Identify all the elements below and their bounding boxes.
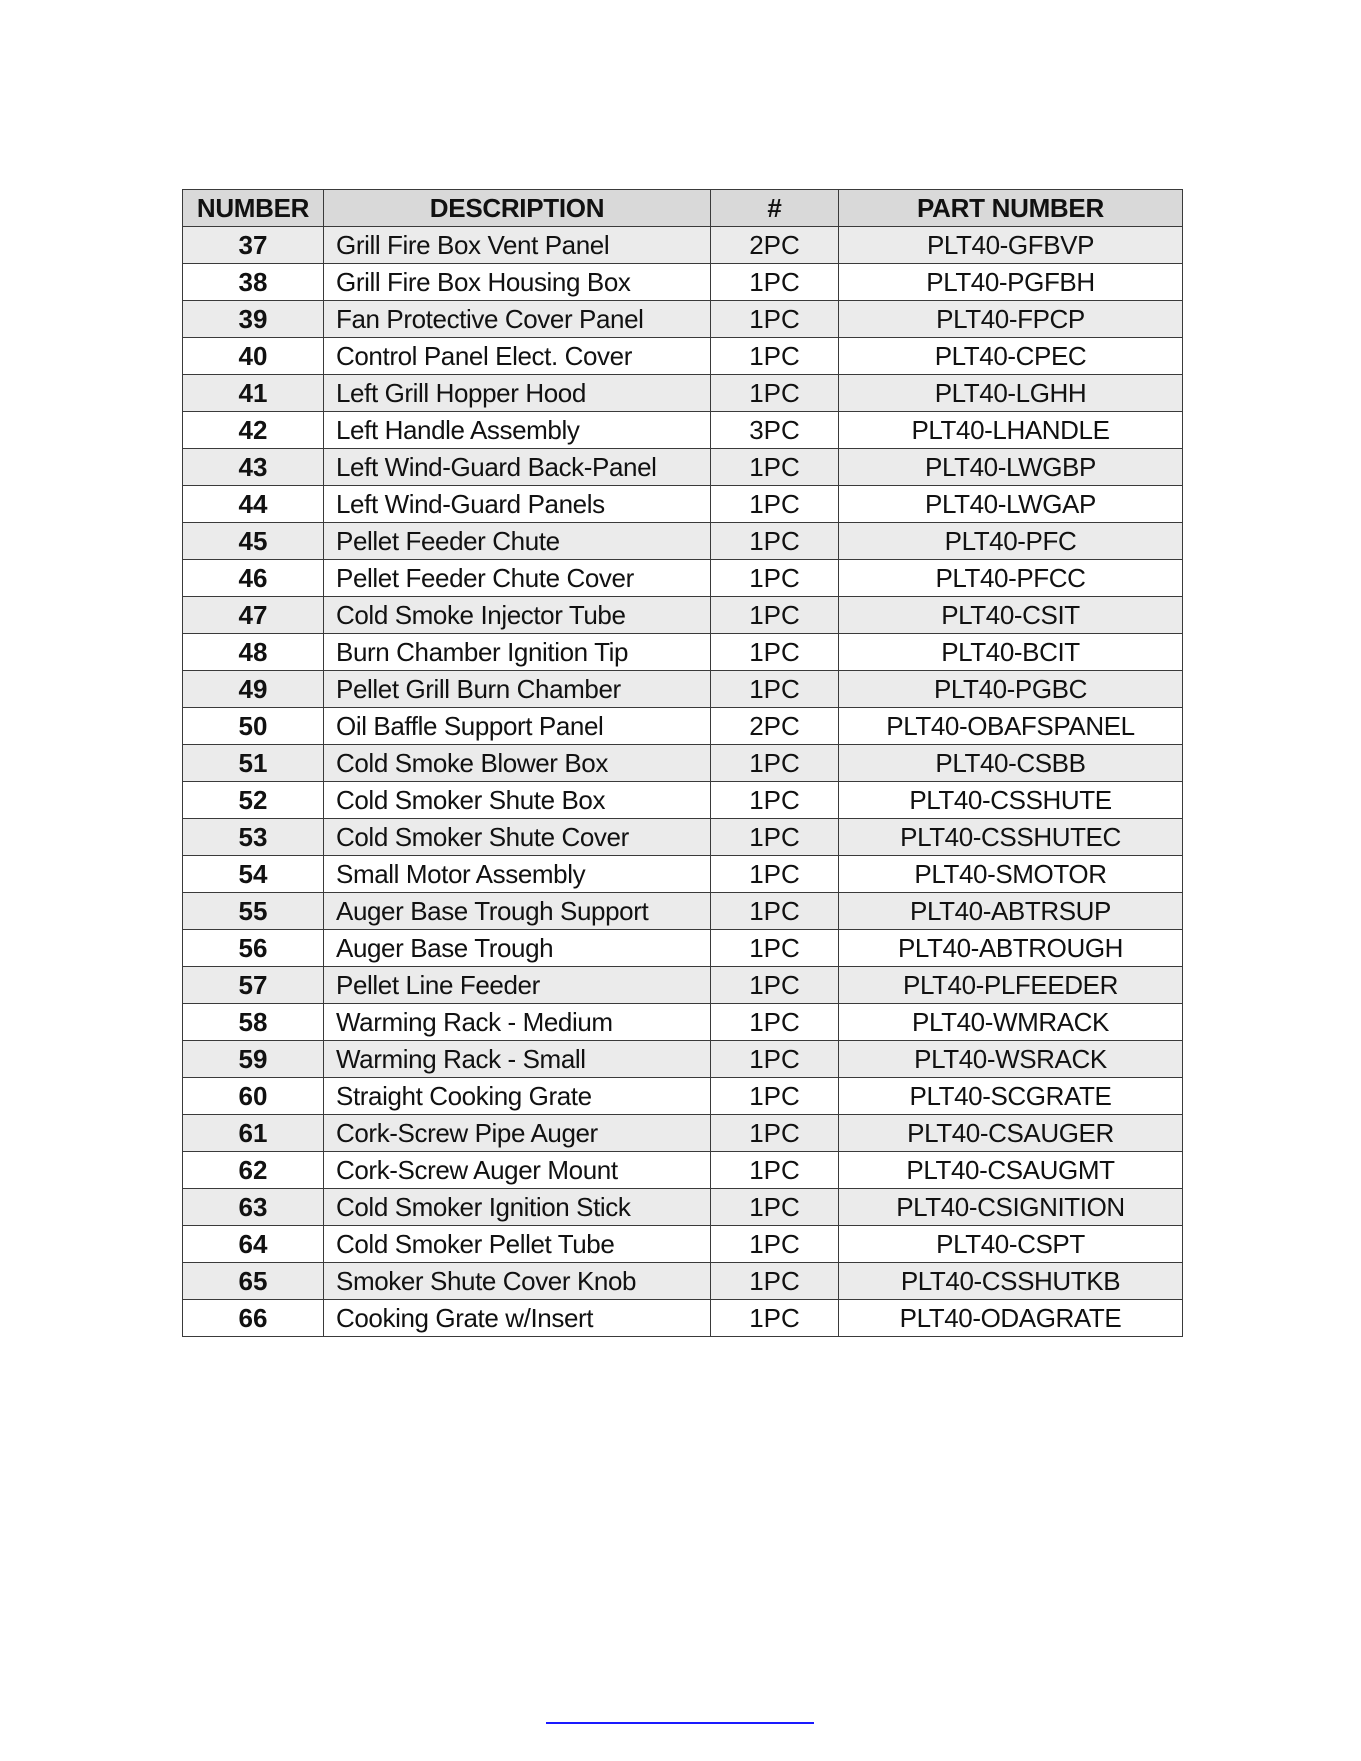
- part-quantity-cell: 1PC: [711, 1115, 839, 1152]
- part-index-cell: 54: [183, 856, 324, 893]
- part-description-cell: Auger Base Trough Support: [324, 893, 711, 930]
- part-description-cell: Pellet Feeder Chute Cover: [324, 560, 711, 597]
- part-quantity-cell: 1PC: [711, 930, 839, 967]
- table-row: [183, 597, 1183, 634]
- part-description-cell: Cold Smoker Pellet Tube: [324, 1226, 711, 1263]
- header-row: [183, 190, 1183, 227]
- part-description-cell: Oil Baffle Support Panel: [324, 708, 711, 745]
- part-quantity-cell: 1PC: [711, 1189, 839, 1226]
- part-description-cell: Cork-Screw Auger Mount: [324, 1152, 711, 1189]
- table-row: [183, 782, 1183, 819]
- table-row: [183, 1263, 1183, 1300]
- part-index-cell: 42: [183, 412, 324, 449]
- part-index-cell: 58: [183, 1004, 324, 1041]
- table-row: [183, 745, 1183, 782]
- part-number-cell: PLT40-WMRACK: [839, 1004, 1183, 1041]
- table-row: [183, 930, 1183, 967]
- part-description-cell: Small Motor Assembly: [324, 856, 711, 893]
- part-index-cell: 53: [183, 819, 324, 856]
- part-number-cell: PLT40-BCIT: [839, 634, 1183, 671]
- part-number-cell: PLT40-PLFEEDER: [839, 967, 1183, 1004]
- part-number-cell: PLT40-PGFBH: [839, 264, 1183, 301]
- part-description-cell: Pellet Line Feeder: [324, 967, 711, 1004]
- part-quantity-cell: 1PC: [711, 856, 839, 893]
- part-index-cell: 52: [183, 782, 324, 819]
- part-description-cell: Left Wind-Guard Panels: [324, 486, 711, 523]
- table-row: [183, 708, 1183, 745]
- part-number-cell: PLT40-ABTROUGH: [839, 930, 1183, 967]
- part-quantity-cell: 1PC: [711, 1004, 839, 1041]
- part-number-cell: PLT40-CPEC: [839, 338, 1183, 375]
- part-number-cell: PLT40-CSAUGER: [839, 1115, 1183, 1152]
- part-index-cell: 43: [183, 449, 324, 486]
- table-row: [183, 227, 1183, 264]
- part-quantity-cell: 1PC: [711, 634, 839, 671]
- part-description-cell: Left Grill Hopper Hood: [324, 375, 711, 412]
- header-description: DESCRIPTION: [324, 190, 711, 227]
- part-quantity-cell: 1PC: [711, 782, 839, 819]
- table-row: [183, 412, 1183, 449]
- part-index-cell: 49: [183, 671, 324, 708]
- part-quantity-cell: 3PC: [711, 412, 839, 449]
- table-row: [183, 1226, 1183, 1263]
- part-number-cell: PLT40-LWGAP: [839, 486, 1183, 523]
- part-quantity-cell: 1PC: [711, 1300, 839, 1337]
- part-index-cell: 37: [183, 227, 324, 264]
- table-row: [183, 856, 1183, 893]
- table-row: [183, 523, 1183, 560]
- table-row: [183, 967, 1183, 1004]
- part-description-cell: Cork-Screw Pipe Auger: [324, 1115, 711, 1152]
- part-description-cell: Straight Cooking Grate: [324, 1078, 711, 1115]
- part-quantity-cell: 1PC: [711, 1226, 839, 1263]
- part-number-cell: PLT40-CSIT: [839, 597, 1183, 634]
- part-quantity-cell: 1PC: [711, 1152, 839, 1189]
- part-number-cell: PLT40-SCGRATE: [839, 1078, 1183, 1115]
- part-index-cell: 64: [183, 1226, 324, 1263]
- part-number-cell: PLT40-LHANDLE: [839, 412, 1183, 449]
- part-quantity-cell: 1PC: [711, 1078, 839, 1115]
- part-description-cell: Warming Rack - Medium: [324, 1004, 711, 1041]
- part-description-cell: Control Panel Elect. Cover: [324, 338, 711, 375]
- part-index-cell: 56: [183, 930, 324, 967]
- part-quantity-cell: 1PC: [711, 523, 839, 560]
- part-number-cell: PLT40-SMOTOR: [839, 856, 1183, 893]
- part-quantity-cell: 1PC: [711, 264, 839, 301]
- part-index-cell: 48: [183, 634, 324, 671]
- part-number-cell: PLT40-PFCC: [839, 560, 1183, 597]
- part-index-cell: 44: [183, 486, 324, 523]
- table-row: [183, 486, 1183, 523]
- part-number-cell: PLT40-FPCP: [839, 301, 1183, 338]
- part-index-cell: 59: [183, 1041, 324, 1078]
- part-index-cell: 62: [183, 1152, 324, 1189]
- part-description-cell: Cold Smoke Blower Box: [324, 745, 711, 782]
- part-number-cell: PLT40-GFBVP: [839, 227, 1183, 264]
- part-number-cell: PLT40-CSPT: [839, 1226, 1183, 1263]
- part-index-cell: 65: [183, 1263, 324, 1300]
- table-row: [183, 671, 1183, 708]
- table-row: [183, 338, 1183, 375]
- part-index-cell: 63: [183, 1189, 324, 1226]
- part-index-cell: 38: [183, 264, 324, 301]
- table-row: [183, 819, 1183, 856]
- header-number: NUMBER: [183, 190, 324, 227]
- part-number-cell: PLT40-CSIGNITION: [839, 1189, 1183, 1226]
- part-description-cell: Grill Fire Box Housing Box: [324, 264, 711, 301]
- part-description-cell: Auger Base Trough: [324, 930, 711, 967]
- table-row: [183, 1115, 1183, 1152]
- table-row: [183, 634, 1183, 671]
- part-description-cell: Cold Smoke Injector Tube: [324, 597, 711, 634]
- part-number-cell: PLT40-OBAFSPANEL: [839, 708, 1183, 745]
- part-description-cell: Left Wind-Guard Back-Panel: [324, 449, 711, 486]
- part-index-cell: 66: [183, 1300, 324, 1337]
- part-index-cell: 57: [183, 967, 324, 1004]
- table-row: [183, 1078, 1183, 1115]
- part-description-cell: Warming Rack - Small: [324, 1041, 711, 1078]
- part-index-cell: 40: [183, 338, 324, 375]
- part-number-cell: PLT40-ABTRSUP: [839, 893, 1183, 930]
- part-quantity-cell: 1PC: [711, 967, 839, 1004]
- part-quantity-cell: 1PC: [711, 301, 839, 338]
- part-quantity-cell: 1PC: [711, 597, 839, 634]
- table-row: [183, 560, 1183, 597]
- part-quantity-cell: 1PC: [711, 486, 839, 523]
- part-number-cell: PLT40-PGBC: [839, 671, 1183, 708]
- part-description-cell: Left Handle Assembly: [324, 412, 711, 449]
- part-index-cell: 41: [183, 375, 324, 412]
- part-description-cell: Burn Chamber Ignition Tip: [324, 634, 711, 671]
- table-row: [183, 1189, 1183, 1226]
- part-description-cell: Smoker Shute Cover Knob: [324, 1263, 711, 1300]
- table-row: [183, 1004, 1183, 1041]
- part-number-cell: PLT40-CSSHUTE: [839, 782, 1183, 819]
- part-number-cell: PLT40-ODAGRATE: [839, 1300, 1183, 1337]
- part-number-cell: PLT40-LGHH: [839, 375, 1183, 412]
- parts-table-body: [183, 227, 1183, 1337]
- part-description-cell: Cold Smoker Shute Box: [324, 782, 711, 819]
- part-index-cell: 46: [183, 560, 324, 597]
- part-quantity-cell: 1PC: [711, 560, 839, 597]
- table-row: [183, 301, 1183, 338]
- part-index-cell: 45: [183, 523, 324, 560]
- part-description-cell: Cooking Grate w/Insert: [324, 1300, 711, 1337]
- part-description-cell: Pellet Grill Burn Chamber: [324, 671, 711, 708]
- part-index-cell: 50: [183, 708, 324, 745]
- part-index-cell: 55: [183, 893, 324, 930]
- table-row: [183, 264, 1183, 301]
- part-quantity-cell: 1PC: [711, 671, 839, 708]
- part-number-cell: PLT40-CSSHUTEC: [839, 819, 1183, 856]
- part-quantity-cell: 1PC: [711, 1041, 839, 1078]
- table-row: [183, 375, 1183, 412]
- part-number-cell: PLT40-WSRACK: [839, 1041, 1183, 1078]
- part-number-cell: PLT40-CSSHUTKB: [839, 1263, 1183, 1300]
- part-description-cell: Pellet Feeder Chute: [324, 523, 711, 560]
- part-quantity-cell: 1PC: [711, 338, 839, 375]
- part-index-cell: 39: [183, 301, 324, 338]
- table-row: [183, 1300, 1183, 1337]
- part-quantity-cell: 1PC: [711, 449, 839, 486]
- parts-table-header: [183, 190, 1183, 227]
- header-part-number: PART NUMBER: [839, 190, 1183, 227]
- part-index-cell: 60: [183, 1078, 324, 1115]
- parts-table: [182, 189, 1183, 1337]
- part-number-cell: PLT40-LWGBP: [839, 449, 1183, 486]
- part-description-cell: Cold Smoker Ignition Stick: [324, 1189, 711, 1226]
- part-quantity-cell: 1PC: [711, 375, 839, 412]
- table-row: [183, 1152, 1183, 1189]
- table-row: [183, 893, 1183, 930]
- part-description-cell: Grill Fire Box Vent Panel: [324, 227, 711, 264]
- part-quantity-cell: 2PC: [711, 708, 839, 745]
- part-index-cell: 61: [183, 1115, 324, 1152]
- part-quantity-cell: 2PC: [711, 227, 839, 264]
- part-quantity-cell: 1PC: [711, 1263, 839, 1300]
- part-number-cell: PLT40-CSBB: [839, 745, 1183, 782]
- table-row: [183, 449, 1183, 486]
- part-quantity-cell: 1PC: [711, 745, 839, 782]
- part-quantity-cell: 1PC: [711, 819, 839, 856]
- part-description-cell: Cold Smoker Shute Cover: [324, 819, 711, 856]
- part-number-cell: PLT40-CSAUGMT: [839, 1152, 1183, 1189]
- part-index-cell: 47: [183, 597, 324, 634]
- part-description-cell: Fan Protective Cover Panel: [324, 301, 711, 338]
- table-row: [183, 1041, 1183, 1078]
- header-quantity: #: [711, 190, 839, 227]
- part-quantity-cell: 1PC: [711, 893, 839, 930]
- part-index-cell: 51: [183, 745, 324, 782]
- footer-link-underline[interactable]: [546, 1722, 814, 1724]
- part-number-cell: PLT40-PFC: [839, 523, 1183, 560]
